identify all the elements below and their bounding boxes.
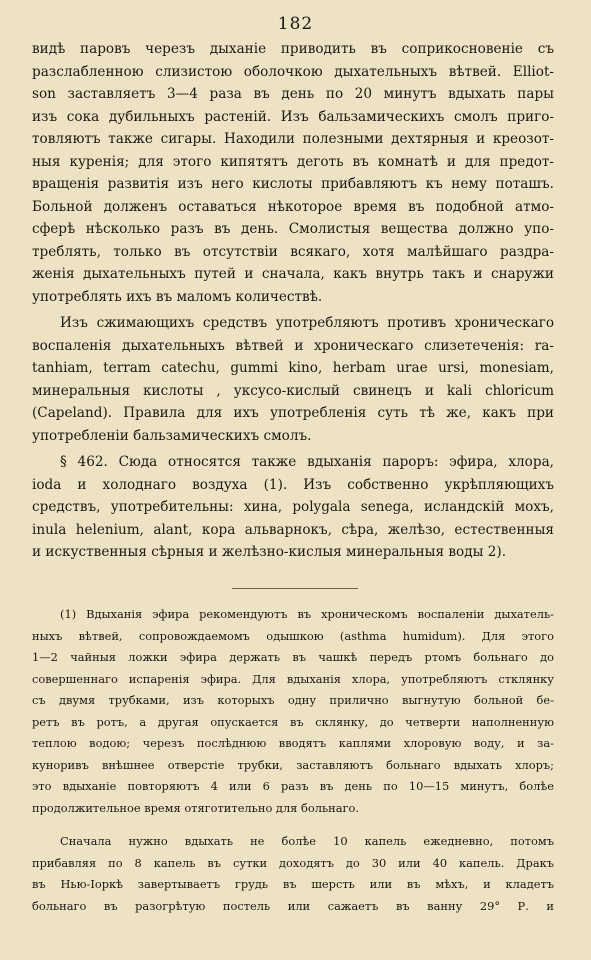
footnote-line: (1) Вдыханія эфира рекомендуютъ въ хроническомъ воспаленіи дыхатель-: [60, 607, 554, 621]
footnote: [32, 831, 554, 917]
page-number: 182: [277, 14, 314, 34]
text-line: вращенія развитія изъ него кислоты прибавляютъ къ нему поташъ.: [32, 176, 554, 192]
text-line: женія дыхательныхъ путей и сначала, какъ внутрь такъ и снаружи: [32, 266, 554, 282]
footnotes: [32, 604, 554, 917]
text-line: сферѣ нѣсколько разъ въ день. Смолистыя вещества должно упо-: [32, 221, 554, 237]
paragraph: [32, 312, 554, 447]
footnote-line: Сначала нужно вдыхать не болѣе 10 капель ежедневно, потомъ: [60, 834, 554, 848]
paragraph: [32, 38, 554, 308]
footnote: [32, 604, 554, 819]
footnote-divider: [232, 588, 358, 589]
footnote-line: куноривъ внѣшнее отверстіе трубки, заставляютъ больнаго вдыхать хлоръ;: [32, 757, 554, 772]
paragraph: [32, 451, 554, 564]
text-line: изъ сока дубильныхъ растеній. Изъ бальзамическихъ смолъ приго-: [32, 108, 554, 125]
text-line: видѣ паровъ черезъ дыханіе приводить въ соприкосновеніе съ: [32, 41, 554, 57]
footnote-line: это вдыханіе повторяютъ 4 или 6 разъ въ день по 10—15 минутъ, болѣе: [32, 779, 554, 793]
text-line: son заставляетъ 3—4 раза въ день по 20 минутъ вдыхать пары: [32, 86, 554, 102]
text-line: товляютъ также сигары. Находили полезными дехтярныя и креозот-: [32, 131, 554, 147]
text-line: разслабленною слизистою оболочкою дыхательныхъ вѣтвей. Elliot-: [32, 63, 554, 80]
text-line: минеральныя кислоты , уксусо-кислый свинецъ и kali chloricum: [32, 382, 554, 399]
text-line: треблять, только въ отсутствіи всякаго, хотя малѣйшаго раздра-: [32, 243, 554, 260]
text-line: и искуственныя сѣрныя и желѣзно-кислыя минеральныя воды 2).: [32, 544, 507, 560]
text-line: Больной долженъ оставаться нѣкоторое время въ подобной атмо-: [32, 198, 554, 215]
footnote-line: съ двумя трубками, изъ которыхъ одну прилично выгнутую больной бе-: [32, 693, 554, 707]
text-line: средствъ, употребительны: хина, polygala senega, исландскій мохъ,: [32, 499, 554, 515]
text-line: inula helenium, alant, кора альварнокъ, сѣра, желѣзо, естественныя: [32, 521, 554, 538]
footnote-line: больнаго въ разогрѣтую постель или сажаетъ въ ванну 29° Р. и: [32, 898, 554, 913]
text-line: tanhiam, terram catechu, gummi kino, herbam urae ursi, monesiam,: [32, 360, 554, 376]
text-line: Изъ сжимающихъ средствъ употребляютъ противъ хроническаго: [60, 315, 554, 331]
text-line: ныя куренія; для этого кипятятъ деготь въ комнатѣ и для предот-: [32, 153, 554, 170]
text-line: iodа и холоднаго воздуха (1). Изъ собственно укрѣпляющихъ: [32, 476, 554, 493]
footnote-line: ныхъ вѣтвей, сопровождаемомъ одышкою (asthma humidum). Для этого: [32, 628, 554, 643]
footnote-line: прибавляя по 8 капель въ сутки доходятъ до 30 или 40 капель. Дракъ: [32, 855, 554, 870]
footnote-line: продолжительное время отяготительно для больнаго.: [32, 800, 359, 815]
text-line: (Capeland). Правила для ихъ употребленія суть тѣ же, какъ при: [32, 405, 554, 421]
text-line: § 462. Сюда относятся также вдыханія пароръ: эфира, хлора,: [60, 454, 554, 470]
footnote-line: теплою водою; черезъ послѣднюю вводятъ каплями хлоровую воду, и за-: [32, 736, 554, 750]
text-line: употреблять ихъ въ маломъ количествѣ.: [32, 288, 323, 305]
footnote-line: совершеннаго испаренія эфира. Для вдыханія хлора, употребляютъ стклянку: [32, 671, 554, 686]
text-line: употребленіи бальзамическихъ смолъ.: [32, 427, 312, 444]
footnote-line: въ Нью-Іоркѣ завертываетъ грудь въ шерсть или въ мѣхъ, и кладетъ: [32, 877, 554, 891]
footnote-line: 1—2 чайныя ложки эфира держать въ чашкѣ передъ ртомъ больнаго до: [32, 650, 554, 664]
footnote-line: ретъ въ ротъ, а другая опускается въ склянку, до четверти наполненную: [32, 714, 554, 729]
text-line: воспаленія дыхательныхъ вѣтвей и хроническаго слизетеченія: ra-: [32, 337, 554, 354]
main-text: [32, 38, 554, 564]
